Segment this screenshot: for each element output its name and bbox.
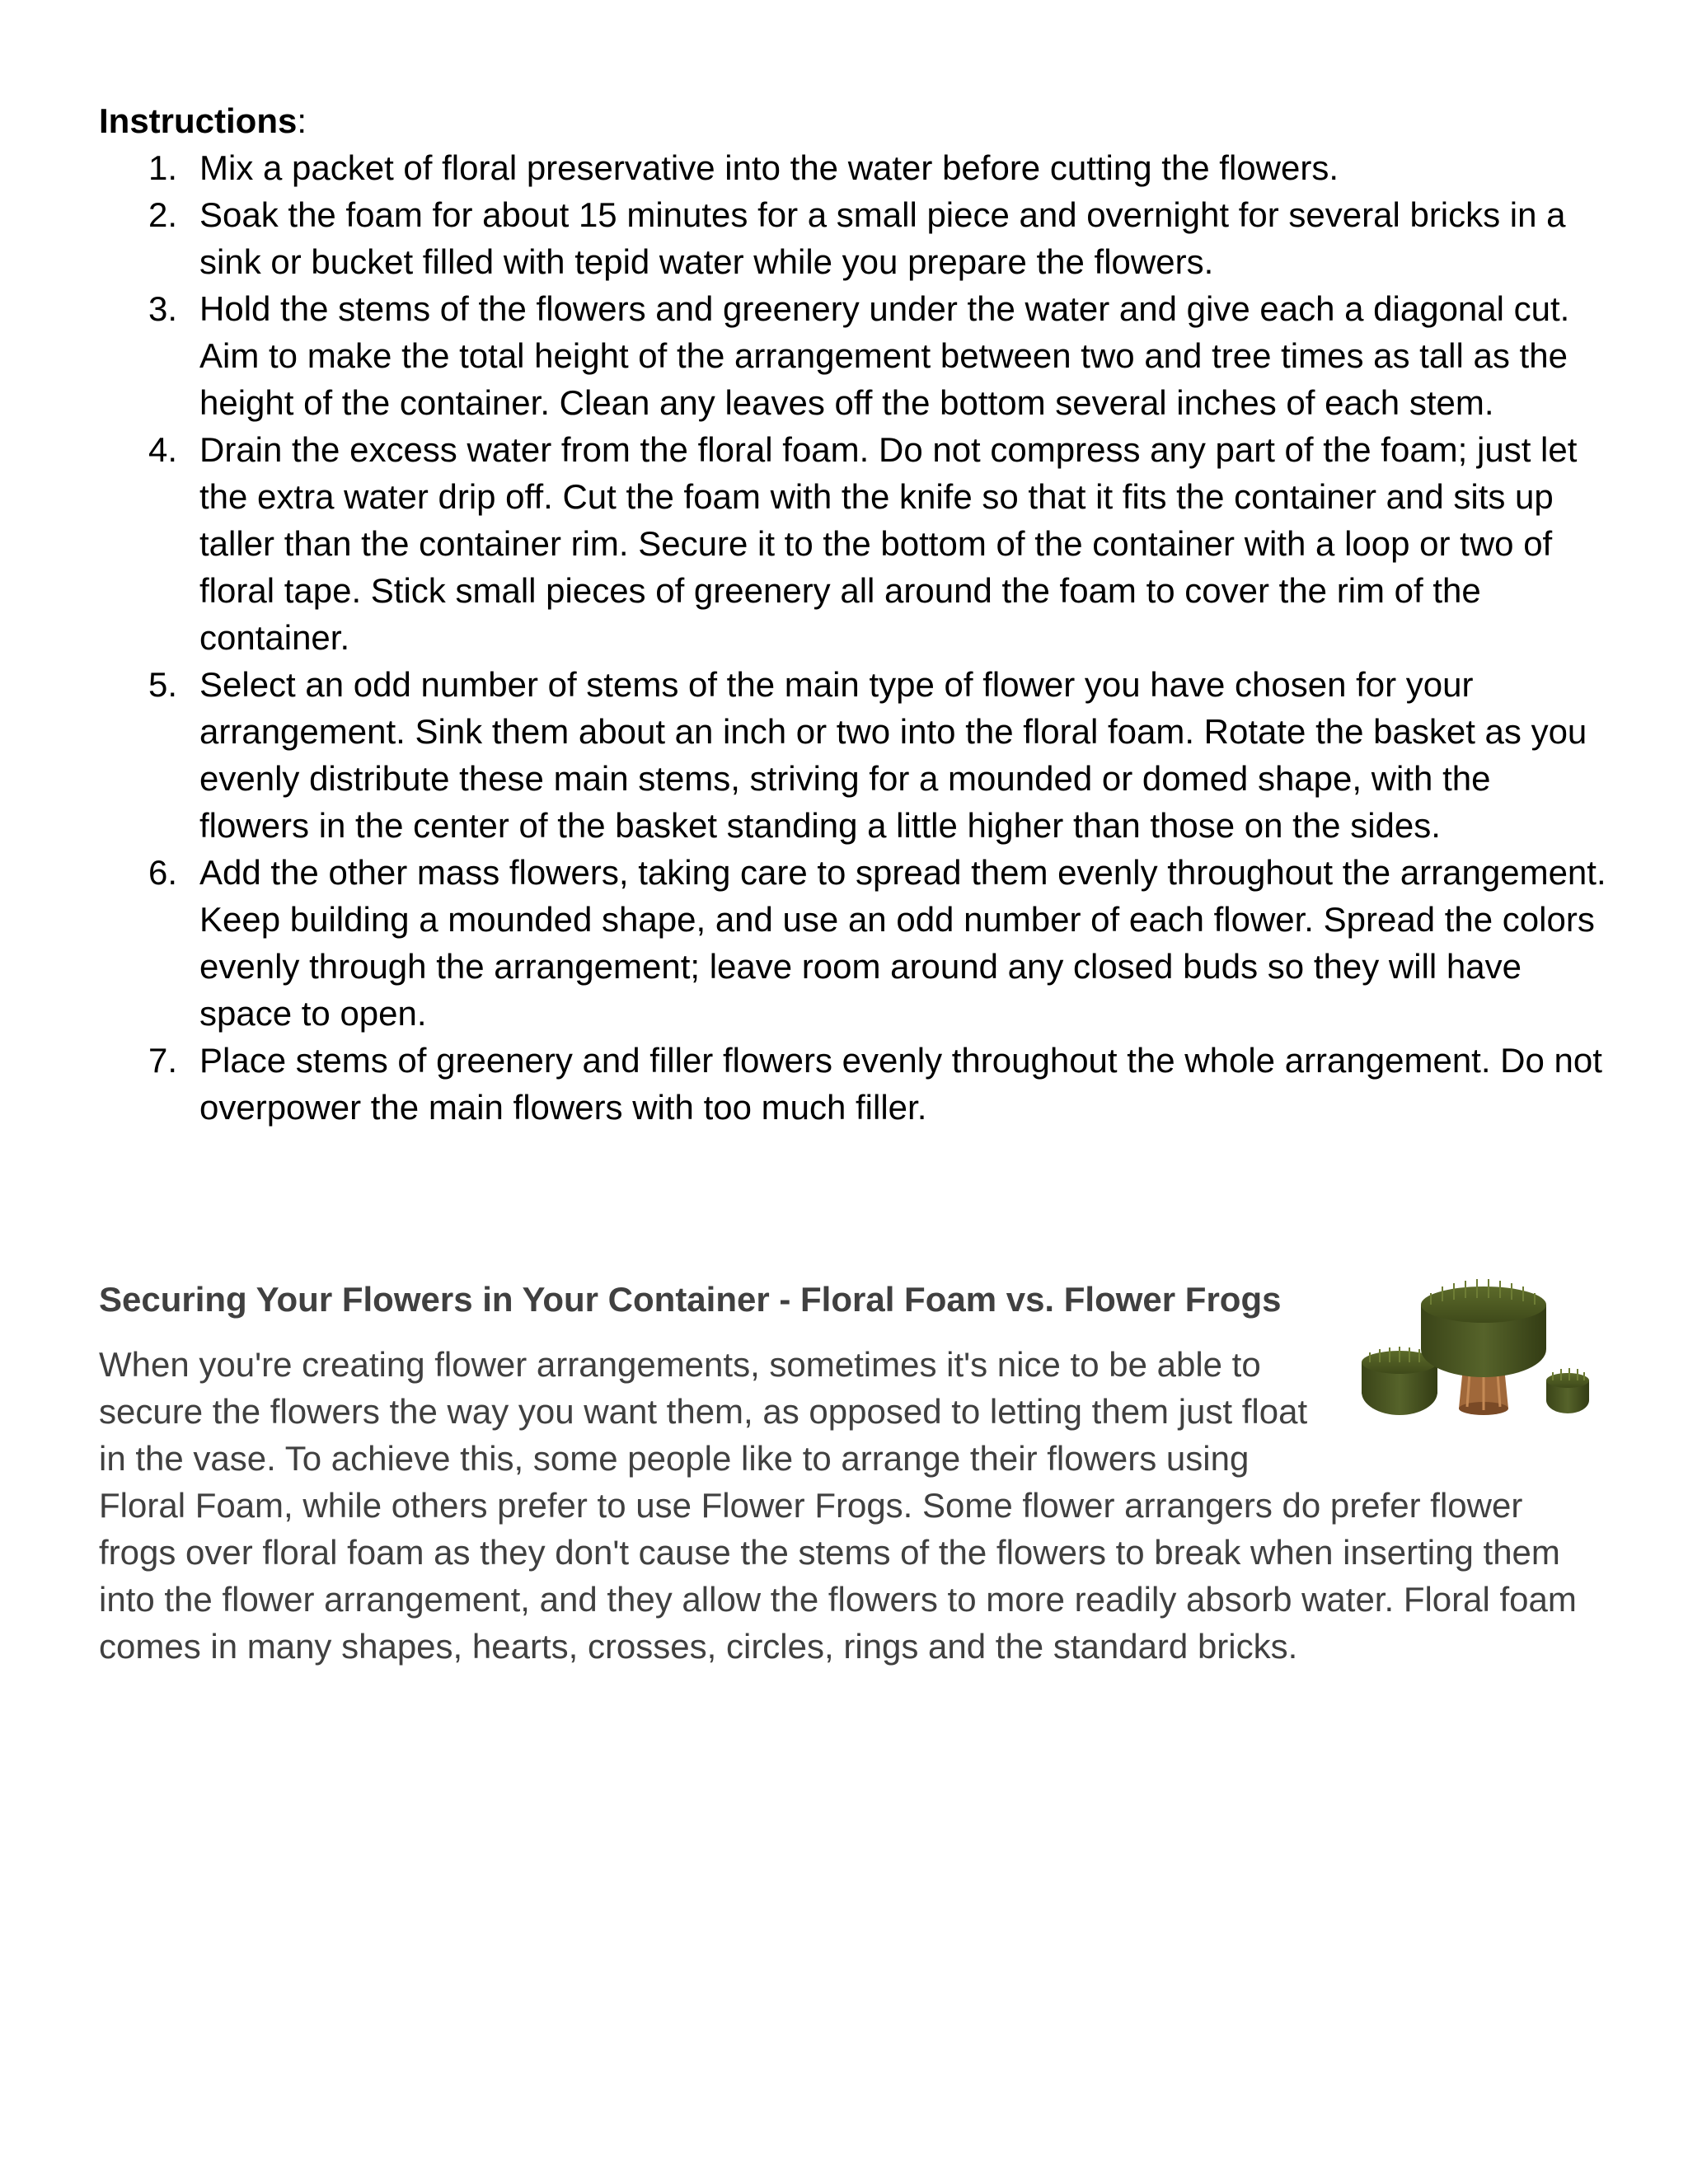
instructions-list <box>99 144 1607 1131</box>
large-frog-icon <box>1421 1279 1546 1377</box>
instructions-label: Instructions <box>99 101 298 140</box>
instructions-block <box>99 97 1607 1131</box>
section-title: Securing Your Flowers in Your Container - Floral Foam vs. Flower Frogs <box>99 1280 1282 1319</box>
step-text: Soak the foam for about 15 minutes for a small piece and overnight for several bricks in a sink or bucket filled with tepid water while you prepare the flowers. <box>199 195 1566 281</box>
step-number: 3. <box>148 289 178 328</box>
instruction-step <box>99 191 1607 285</box>
step-number: 1. <box>148 148 178 187</box>
instruction-step <box>99 144 1607 191</box>
step-number: 2. <box>148 195 178 234</box>
step-text: Mix a packet of floral preservative into the water before cutting the flowers. <box>199 148 1339 187</box>
instruction-step <box>99 285 1607 426</box>
instruction-step <box>99 1037 1607 1131</box>
instruction-step <box>99 661 1607 849</box>
step-text: Place stems of greenery and filler flowers evenly throughout the whole arrangement. Do not overpower the main flowers with too much filler. <box>199 1041 1602 1127</box>
instructions-colon: : <box>297 101 307 140</box>
small-frog-right-icon <box>1546 1368 1589 1413</box>
step-text: Hold the stems of the flowers and greenery under the water and give each a diagonal cut. Aim to make the total height of the arrangement between two and tree times as tall as the height of the container. Clean any leaves off the bottom several inches of each stem. <box>199 289 1570 422</box>
section-paragraph: When you're creating flower arrangements, sometimes it's nice to be able to secure the flowers the way you want them, as opposed to letting them just float in the vase. To achieve this, some people like to arrange their flowers using Floral Foam, while others prefer to use Flower Frogs. Some flower arrangers do prefer flower frogs over floral foam as they don't cause the stems of the flowers to break when inserting them into the flower arrangement, and they allow the flowers to more readily absorb water. Floral foam comes in many shapes, hearts, crosses, circles, rings and the standard bricks. <box>99 1345 1577 1666</box>
step-number: 4. <box>148 430 178 469</box>
step-number: 5. <box>148 665 178 704</box>
flower-frogs-illustration <box>1360 1277 1607 1433</box>
flower-securing-section <box>99 1276 1607 1670</box>
instruction-step <box>99 849 1607 1037</box>
step-number: 6. <box>148 853 178 892</box>
flower-frogs-image <box>1360 1277 1607 1433</box>
step-text: Drain the excess water from the floral foam. Do not compress any part of the foam; just let the extra water drip off. Cut the foam with the knife so that it fits the container and sits up taller than the container rim. Secure it to the bottom of the container with a loop or two of floral tape. Stick small pieces of greenery all around the foam to cover the rim of the container. <box>199 430 1578 657</box>
step-text: Select an odd number of stems of the main type of flower you have chosen for your arrangement. Sink them about an inch or two into the floral foam. Rotate the basket as you evenly distribute these main stems, striving for a mounded or domed shape, with the flowers in the center of the basket standing a little higher than those on the sides. <box>199 665 1587 845</box>
instructions-heading <box>99 97 1607 144</box>
step-text: Add the other mass flowers, taking care to spread them evenly throughout the arrangement. Keep building a mounded shape, and use an odd number of each flower. Spread the colors evenly through the arrangement; leave room around any closed buds so they will have space to open. <box>199 853 1606 1033</box>
step-number: 7. <box>148 1041 178 1080</box>
instruction-step <box>99 426 1607 661</box>
